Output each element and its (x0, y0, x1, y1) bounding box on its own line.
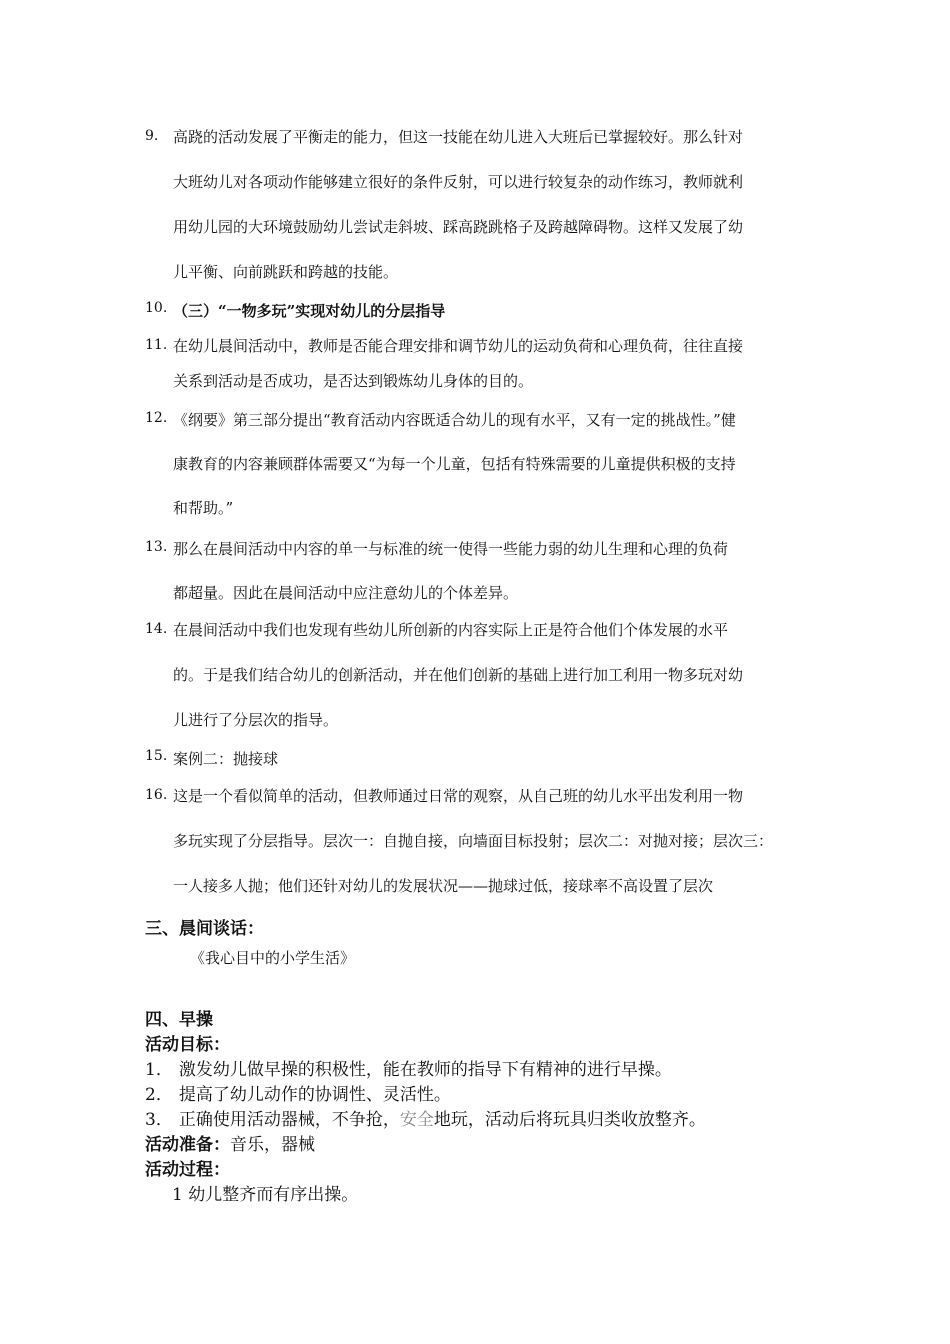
paragraph-line: 的。于是我们结合幼儿的创新活动，并在他们创新的基础上进行加工利用一物多玩对幼 (173, 666, 744, 684)
prep-row (145, 1130, 315, 1155)
paragraph-line: 儿平衡、向前跳跃和跨越的技能。 (173, 263, 399, 281)
list-item (145, 410, 815, 530)
list-number: 9. (145, 128, 159, 144)
list-number: 11. (145, 337, 168, 353)
paragraph-line: 用幼儿园的大环境鼓励幼儿尝试走斜坡、踩高跷跳格子及跨越障碍物。这样又发展了幼 (173, 218, 744, 236)
prep-value: 音乐，器械 (230, 1135, 315, 1155)
list-item (145, 539, 815, 615)
list-number: 14. (145, 621, 168, 637)
goal-text: 正确使用活动器械，不争抢， (178, 1110, 400, 1130)
goal-label: 活动目标： (145, 1035, 230, 1055)
list-item (145, 748, 815, 769)
section-heading: 四、早操 (145, 1010, 213, 1030)
paragraph-line: 都超量。因此在晨间活动中应注意幼儿的个体差异。 (173, 584, 519, 602)
paragraph-line: 《纲要》第三部分提出“教育活动内容既适合幼儿的现有水平，又有一定的挑战性。”健 (173, 411, 736, 429)
list-item (145, 128, 815, 295)
goal-text: 激发幼儿做早操的积极性，能在教师的指导下有精神的进行早操。 (178, 1060, 672, 1080)
goal-number: 2． (145, 1085, 173, 1105)
paragraph-line: 案例二：抛接球 (173, 750, 279, 768)
list-item (145, 300, 815, 321)
paragraph-line: 关系到活动是否成功，是否达到锻炼幼儿身体的目的。 (173, 372, 534, 390)
paragraph-line: 大班幼儿对各项动作能够建立很好的条件反射，可以进行较复杂的动作练习，教师就利 (173, 173, 744, 191)
process-label: 活动过程： (145, 1160, 230, 1180)
paragraph-line: 这是一个看似简单的活动，但教师通过日常的观察，从自己班的幼儿水平出发利用一物 (173, 787, 744, 805)
list-number: 15. (145, 748, 168, 764)
list-item (145, 621, 815, 743)
paragraph-line: 多玩实现了分层指导。层次一：自抛自接，向墙面目标投射；层次二：对抛对接；层次三： (173, 832, 774, 850)
paragraph-line: 康教育的内容兼顾群体需要又“为每一个儿童，包括有特殊需要的儿童提供积极的支持 (173, 455, 736, 473)
prep-label: 活动准备： (145, 1135, 230, 1155)
goal-item (145, 1080, 451, 1105)
list-item (145, 337, 815, 399)
list-number: 12. (145, 410, 168, 426)
list-number: 13. (145, 539, 168, 555)
goal-number: 3． (145, 1110, 173, 1130)
paragraph-line: 那么在晨间活动中内容的单一与标准的统一使得一些能力弱的幼儿生理和心理的负荷 (173, 540, 729, 558)
goal-text-gray: 安全 (399, 1110, 434, 1130)
paragraph-line: 在幼儿晨间活动中，教师是否能合理安排和调节幼儿的运动负荷和心理负荷，往往直接 (173, 337, 744, 355)
goal-number: 1． (145, 1060, 173, 1080)
paragraph-line: 一人接多人抛；他们还针对幼儿的发展状况——抛球过低，接球率不高设置了层次 (173, 877, 714, 895)
subsection-title: （三）“一物多玩”实现对幼儿的分层指导 (173, 302, 446, 320)
goal-text: 提高了幼儿动作的协调性、灵活性。 (178, 1085, 451, 1105)
list-item (145, 787, 815, 909)
list-number: 10. (145, 300, 168, 316)
section-subtitle: 《我心目中的小学生活》 (190, 949, 356, 967)
goal-text: 地玩，活动后将玩具归类收放整齐。 (433, 1110, 706, 1130)
paragraph-line: 在晨间活动中我们也发现有些幼儿所创新的内容实际上正是符合他们个体发展的水平 (173, 621, 729, 639)
paragraph-line: 儿进行了分层次的指导。 (173, 711, 339, 729)
list-number: 16. (145, 787, 168, 803)
goal-item (145, 1105, 706, 1130)
section-heading: 三、晨间谈话： (145, 919, 264, 939)
process-step: 1 幼儿整齐而有序出操。 (172, 1185, 359, 1205)
paragraph-line: 高跷的活动发展了平衡走的能力，但这一技能在幼儿进入大班后已掌握较好。那么针对 (173, 128, 744, 146)
paragraph-line: 和帮助。” (173, 499, 234, 517)
goal-item (145, 1055, 672, 1080)
